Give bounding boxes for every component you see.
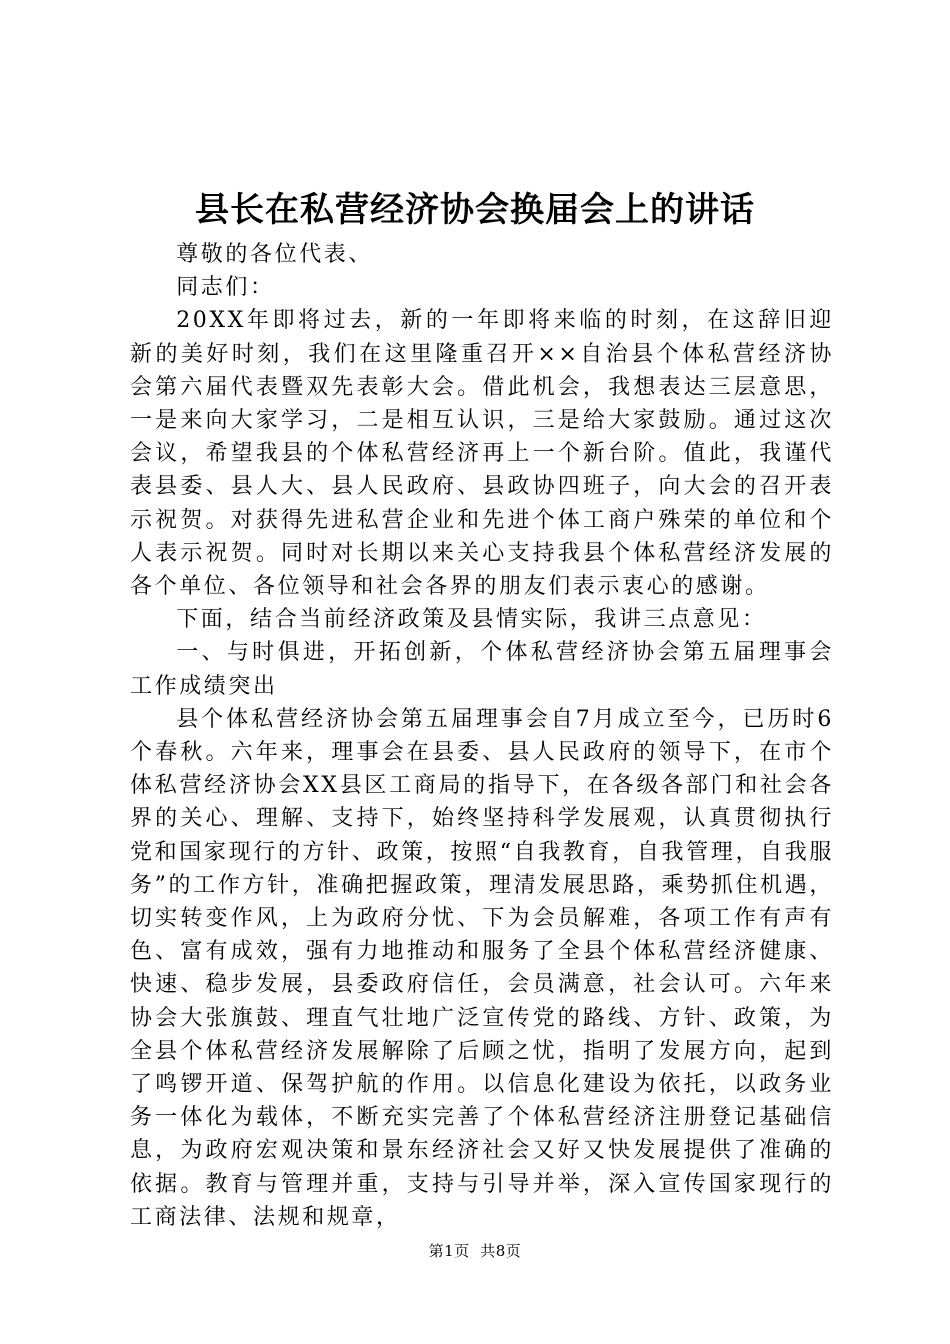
page-footer	[0, 1240, 950, 1262]
section-heading-1: 一、与时俱进，开拓创新，个体私营经济协会第五届理事会工作成绩突出	[130, 640, 834, 699]
document-title: 县长在私营经济协会换届会上的讲话	[195, 190, 755, 230]
footer-spacer	[470, 1242, 481, 1260]
paragraph-intro-points: 下面，结合当前经济政策及县情实际，我讲三点意见：	[176, 607, 767, 633]
paragraph-achievements: 县个体私营经济协会第五届理事会自7月成立至今，已历时6个春秋。六年来，理事会在县委、县人民政府的领导下，在市个体私营经济协会XX县区工商局的指导下，在各级各部门和社会各界的关心、理解、支持下，始终坚持科学发展观，认真贯彻执行党和国家现行的方针、政策，按照“自我教育，自我管理，自我服务”的工作方针，准确把握政策，理清发展思路，乘势抓住机遇，切实转变作风，上为政府分忧、下为会员解难，各项工作有声有色、富有成效，强有力地推动和服务了全县个体私营经济健康、快速、稳步发展，县委政府信任，会员满意，社会认可。六年来协会大张旗鼓、理直气壮地广泛宣传党的路线、方针、政策，为全县个体私营经济发展解除了后顾之忧，指明了发展方向，起到了鸣锣开道、保驾护航的作用。以信息化建设为依托，以政务业务一体化为载体，不断充实完善了个体私营经济注册登记基础信息，为政府宏观决策和景东经济社会又好又快发展提供了准确的依据。教育与管理并重，支持与引导并举，深入宣传国家现行的工商法律、法规和规章，	[130, 706, 834, 1230]
salutation-line-1: 尊敬的各位代表、	[176, 242, 373, 267]
salutation-line-2: 同志们：	[176, 275, 275, 301]
page-number: 第1页	[428, 1242, 470, 1260]
document-body	[130, 238, 834, 1234]
page-total: 共8页	[480, 1242, 522, 1260]
paragraph-opening: 20XX年即将过去，新的一年即将来临的时刻，在这辞旧迎新的美好时刻，我们在这里隆重召开××自治县个体私营经济协会第六届代表暨双先表彰大会。借此机会，我想表达三层意思，一是来向大家学习，二是相互认识，三是给大家鼓励。通过这次会议，希望我县的个体私营经济再上一个新台阶。值此，我谨代表县委、县人大、县人民政府、县政协四班子，向大会的召开表示祝贺。对获得先进私营企业和先进个体工商户殊荣的单位和个人表示祝贺。同时对长期以来关心支持我县个体私营经济发展的各个单位、各位领导和社会各界的朋友们表示衷心的感谢。	[130, 308, 834, 600]
